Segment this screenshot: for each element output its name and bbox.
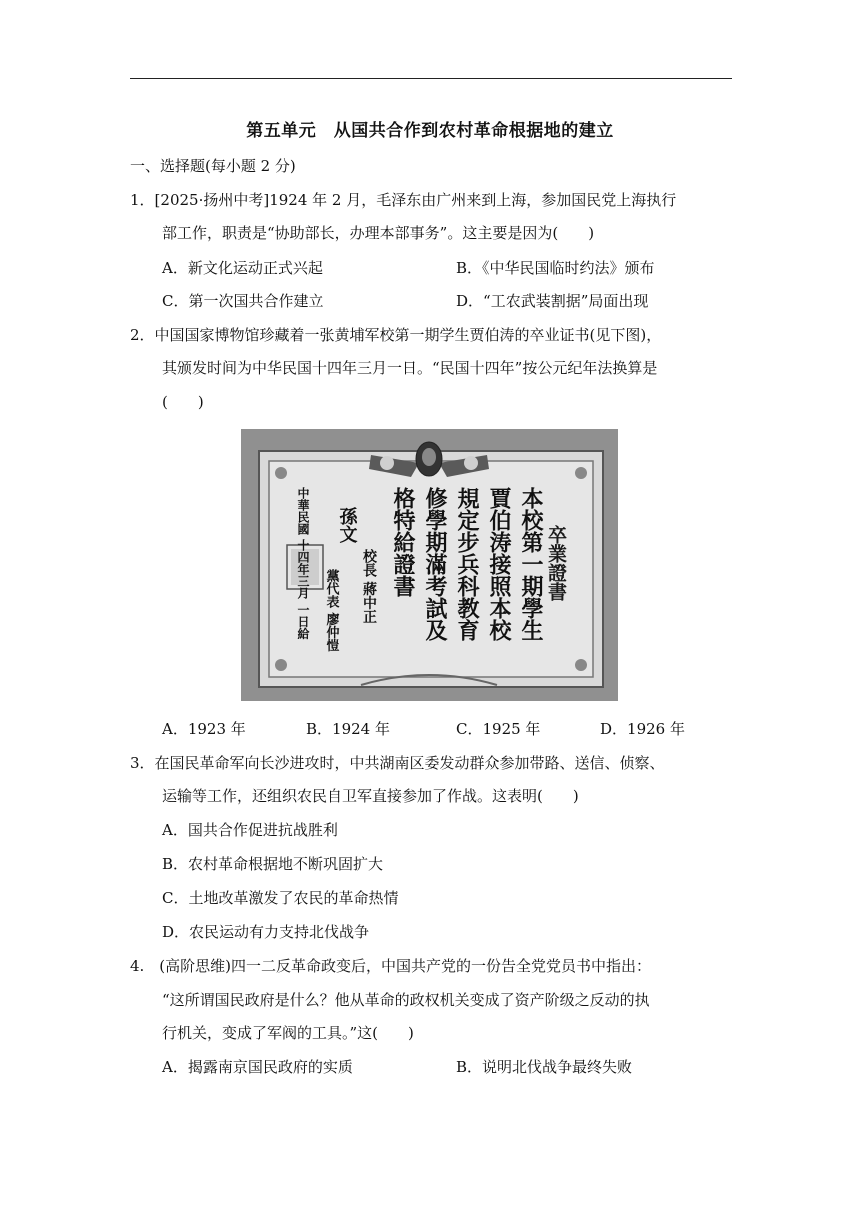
certificate-image <box>241 429 618 701</box>
q4-option-b[interactable]: B．说明北伐战争最终失败 <box>456 1058 633 1076</box>
certificate-photo <box>241 429 618 701</box>
q3-option-c[interactable]: C．土地改革激发了农民的革命热情 <box>162 889 399 907</box>
q4-option-a[interactable]: A．揭露南京国民政府的实质 <box>162 1058 353 1076</box>
q2-line-3: ( ) <box>162 393 204 411</box>
cert-col-3: 規定步兵科教育 <box>454 487 480 641</box>
header-rule <box>130 78 732 79</box>
q1-option-d[interactable]: D．“工农武装割据”局面出现 <box>456 292 649 310</box>
q4-line-2: “这所谓国民政府是什么？他从革命的政权机关变成了资产阶级之反动的执 <box>162 991 650 1009</box>
q2-option-d[interactable]: D．1926 年 <box>600 720 685 738</box>
cert-col-4: 修學期滿考試及 <box>422 487 448 641</box>
cert-col-2: 賈伯涛接照本校 <box>486 487 512 641</box>
q2-option-b[interactable]: B．1924 年 <box>306 720 390 738</box>
q1-option-b[interactable]: B．《中华民国临时约法》颁布 <box>456 259 655 277</box>
cert-col-5: 格特給證書 <box>390 487 416 597</box>
q3-option-b[interactable]: B．农村革命根据地不断巩固扩大 <box>162 855 384 873</box>
q3-option-a[interactable]: A．国共合作促进抗战胜利 <box>162 821 338 839</box>
q4-line-1: 4. (高阶思维)四一二反革命政变后，中国共产党的一份告全党党员书中指出： <box>130 957 652 975</box>
q2-line-1: 2．中国国家博物馆珍藏着一张黄埔军校第一期学生贾伯涛的卒业证书(见下图)， <box>130 326 662 344</box>
q1-option-c[interactable]: C．第一次国共合作建立 <box>162 292 324 310</box>
q2-option-a[interactable]: A．1923 年 <box>162 720 246 738</box>
q3-line-1: 3．在国民革命军向长沙进攻时，中共湖南区委发动群众参加带路、送信、侦察、 <box>130 754 665 772</box>
q1-line-1: 1．[2025·扬州中考]1924 年 2 月，毛泽东由广州来到上海，参加国民党上海执行 <box>130 191 677 209</box>
q3-line-2: 运输等工作，还组织农民自卫军直接参加了作战。这表明( ) <box>162 787 579 805</box>
q3-option-d[interactable]: D．农民运动有力支持北伐战争 <box>162 923 370 941</box>
q2-option-c[interactable]: C．1925 年 <box>456 720 541 738</box>
section-heading: 一、选择题(每小题 2 分) <box>130 157 296 175</box>
q1-line-2: 部工作，职责是“协助部长，办理本部事务”。这主要是因为( ) <box>162 224 595 242</box>
cert-signer-chief: 校長 蔣中正 <box>361 549 377 624</box>
unit-title: 第五单元 从国共合作到农村革命根据地的建立 <box>246 121 614 141</box>
cert-signer-premier: 孫文 <box>336 507 358 543</box>
cert-signer-party-rep: 黨代表 廖仲愷 <box>323 569 339 652</box>
q4-line-3: 行机关，变成了军阀的工具。”这( ) <box>162 1024 414 1042</box>
cert-caption-title: 卒業證書 <box>545 525 567 601</box>
q2-line-2: 其颁发时间为中华民国十四年三月一日。“民国十四年”按公元纪年法换算是 <box>162 359 658 377</box>
cert-col-1: 本校第一期學生 <box>518 487 544 641</box>
q1-option-a[interactable]: A．新文化运动正式兴起 <box>162 259 323 277</box>
cert-date: 中華民國 十四年三月 一日給 <box>296 487 310 640</box>
